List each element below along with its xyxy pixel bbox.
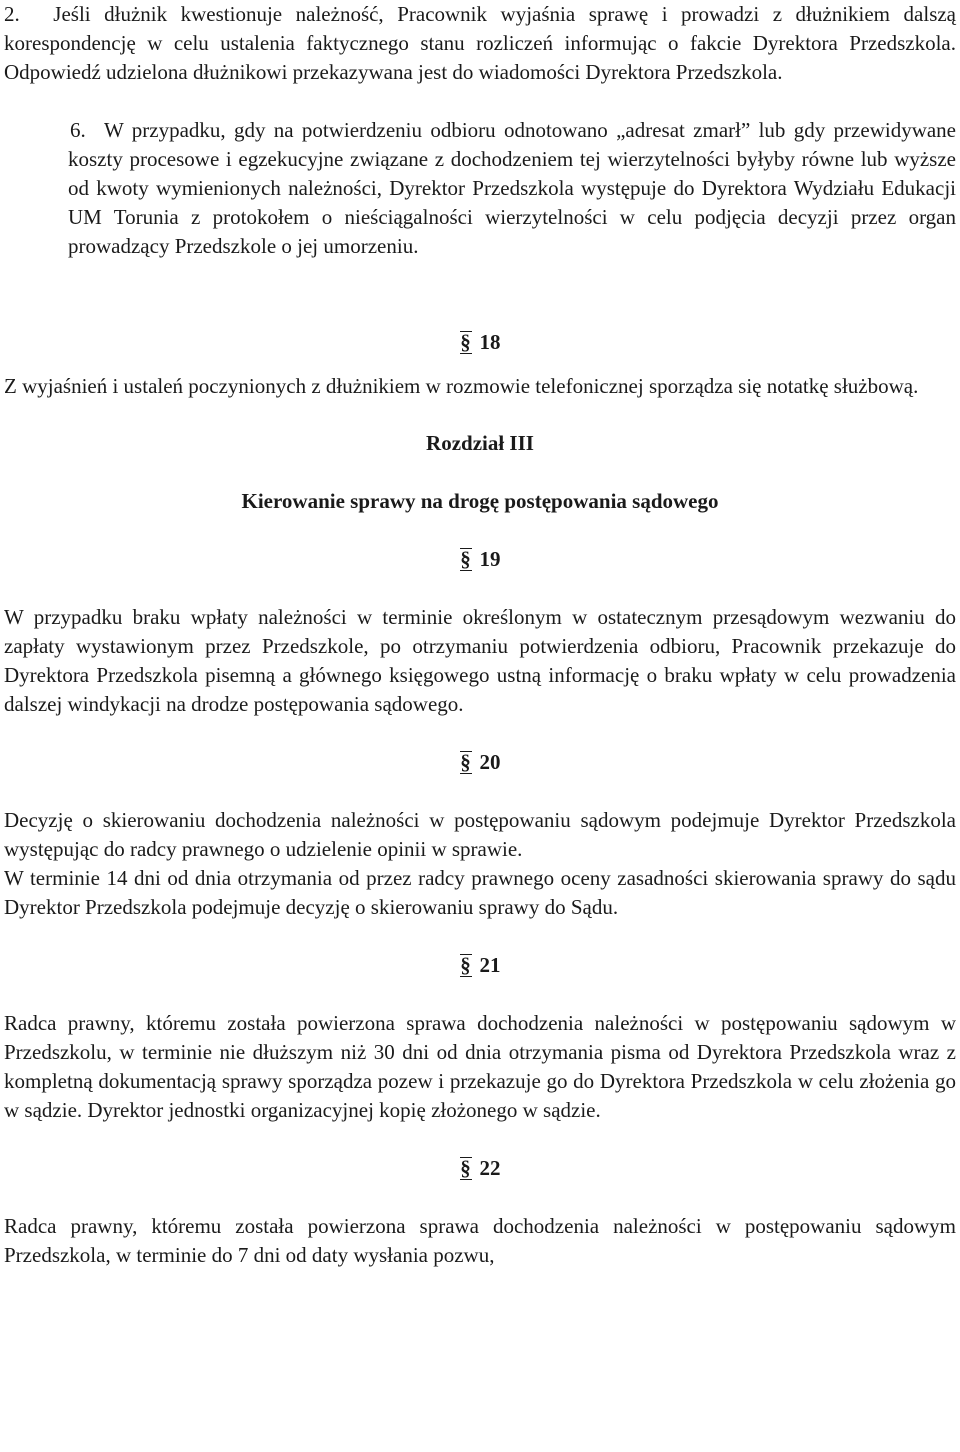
section-19-text: W przypadku braku wpłaty należności w terminie określonym w ostatecznym przesądowym wezwaniu do zapłaty wystawionym przez Przedszkole, po otrzymaniu potwierdzenia odbioru, Pracownik przekazuje do Dyrektora Przedszkola pisemną a głównego księgowego ustną informację o braku wpłaty w celu prowadzenia dalszej windykacji na drodze postępowania sądowego. [4,605,956,716]
section-sign-icon: § [460,748,472,777]
document-page [4,0,956,1270]
section-sign-icon: § [460,545,472,574]
section-heading-22 [4,1154,956,1183]
section-number: 18 [479,330,501,354]
chapter-number: Rozdział III [426,431,534,455]
list-item-2 [4,0,956,87]
list-item-text: W przypadku, gdy na potwierdzeniu odbioru odnotowano „adresat zmarł” lub gdy przewidywane koszty procesowe i egzekucyjne związane z dochodzeniem tej wierzytelności byłyby równe lub wyższe od kwoty wymienionych należności, Dyrektor Przedszkola występuje do Dyrektora Wydziału Edukacji UM Torunia z protokołem o nieściągalności wierzytelności w celu podjęcia decyzji przez organ prowadzący Przedszkole o jej umorzeniu. [68,118,956,258]
section-heading-18 [4,328,956,357]
section-sign-icon: § [460,951,472,980]
section-number: 19 [479,547,501,571]
list-item-6 [4,116,956,261]
section-number: 22 [479,1156,501,1180]
list-item-number: 2. [4,2,20,26]
section-18-text: Z wyjaśnień i ustaleń poczynionych z dłużnikiem w rozmowie telefonicznej sporządza się notatkę służbową. [4,374,919,398]
section-number: 20 [479,750,501,774]
section-20-text-2: W terminie 14 dni od dnia otrzymania od przez radcy prawnego oceny zasadności skierowania sprawy do sądu Dyrektor Przedszkola podejmuje decyzję o skierowaniu sprawy do Sądu. [4,866,956,919]
section-22-text: Radca prawny, któremu została powierzona sprawa dochodzenia należności w postępowaniu sądowym Przedszkola, w terminie do 7 dni od daty wysłania pozwu, [4,1214,956,1267]
section-sign-icon: § [460,1154,472,1183]
section-20-text-1: Decyzję o skierowaniu dochodzenia należności w postępowaniu sądowym podejmuje Dyrektor Przedszkola występując do radcy prawnego o udzielenie opinii w sprawie. [4,808,956,861]
section-heading-20 [4,748,956,777]
list-item-number: 6. [70,118,86,142]
section-21-text: Radca prawny, któremu została powierzona sprawa dochodzenia należności w postępowaniu sądowym w Przedszkolu, w terminie nie dłuższym niż 30 dni od dnia otrzymania pisma od Dyrektora Przedszkola wraz z kompletną dokumentacją sprawy sporządza pozew i przekazuje go do Dyrektora Przedszkola w celu złożenia go w sądzie. Dyrektor jednostki organizacyjnej kopię złożonego w sądzie. [4,1011,956,1122]
chapter-title: Kierowanie sprawy na drogę postępowania sądowego [241,489,719,513]
section-heading-19 [4,545,956,574]
section-number: 21 [479,953,501,977]
section-sign-icon: § [460,328,472,357]
list-item-text: Jeśli dłużnik kwestionuje należność, Pracownik wyjaśnia sprawę i prowadzi z dłużnikiem dalszą korespondencję w celu ustalenia faktycznego stanu rozliczeń informując o fakcie Dyrektora Przedszkola. Odpowiedź udzielona dłużnikowi przekazywana jest do wiadomości Dyrektora Przedszkola. [4,2,957,84]
section-heading-21 [4,951,956,980]
